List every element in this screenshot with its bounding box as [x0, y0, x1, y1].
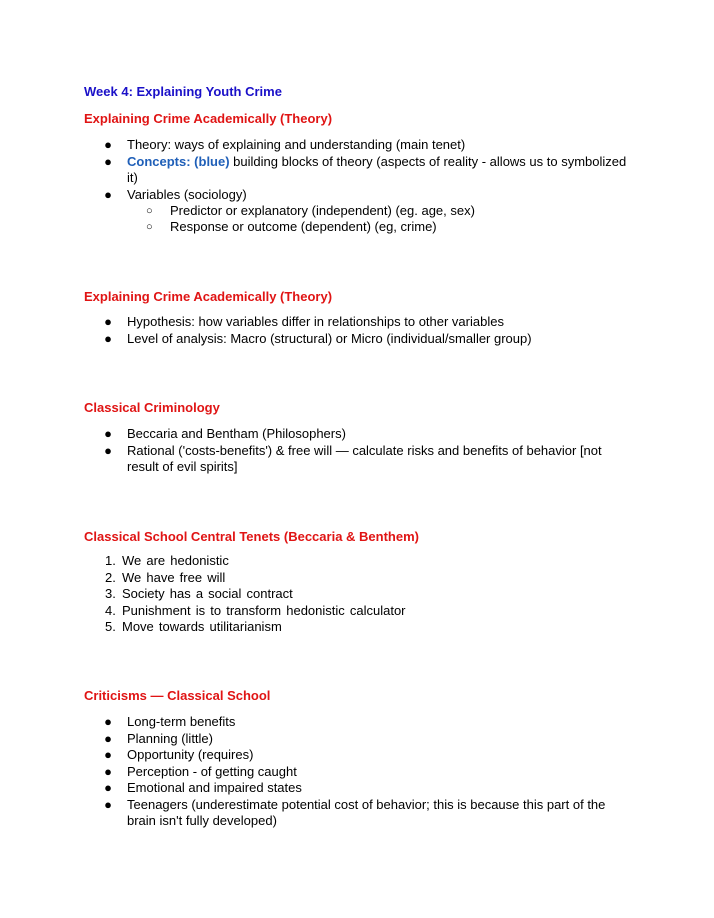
variables-sub-list — [0, 203, 475, 235]
theory-bullet-list — [0, 137, 637, 203]
list-number: 2. — [105, 569, 116, 585]
section-heading-theory: Explaining Crime Academically (Theory) — [84, 111, 333, 126]
concepts-highlight: Concepts: (blue) — [127, 153, 230, 169]
bullet-icon: ● — [104, 442, 112, 458]
list-item-text: Long-term benefits — [127, 714, 236, 729]
bullet-icon: ● — [104, 714, 112, 729]
numbered-item-text: Punishment is to transform hedonistic calculator — [122, 602, 406, 618]
bullet-icon: ● — [104, 137, 112, 152]
list-item-text: Rational ('costs-benefits') & free will — calculate risks and benefits of behavior [not result of evil spirits] — [127, 442, 602, 474]
list-item — [0, 154, 637, 187]
list-item-text: Emotional and impaired states — [127, 780, 302, 795]
list-item-text: Opportunity (requires) — [127, 747, 254, 762]
numbered-item-text: Society has a social contract — [122, 586, 293, 601]
numbered-list-item — [0, 586, 406, 603]
bullet-icon: ● — [104, 730, 112, 746]
bullet-icon: ● — [104, 153, 112, 169]
list-item — [0, 747, 637, 764]
bullet-icon: ● — [104, 186, 112, 202]
circle-bullet-icon: ○ — [146, 221, 153, 233]
list-item-text: Hypothesis: how variables differ in relationships to other variables — [127, 314, 504, 329]
list-item — [0, 443, 637, 476]
numbered-item-text: We have free will — [122, 569, 226, 585]
list-item-text: Beccaria and Bentham (Philosophers) — [127, 426, 346, 441]
bullet-icon: ● — [104, 763, 112, 779]
numbered-list-item — [0, 603, 406, 620]
list-item-text: Perception - of getting caught — [127, 763, 297, 779]
list-item-text: building blocks of theory (aspects of reality - allows us to symbolized it) — [127, 153, 627, 185]
bullet-icon: ● — [104, 330, 112, 346]
section-heading-central-tenets: Classical School Central Tenets (Beccaria & Benthem) — [84, 529, 419, 544]
list-item-text: Theory: ways of explaining and understanding (main tenet) — [127, 137, 466, 152]
document-title: Week 4: Explaining Youth Crime — [84, 84, 282, 99]
bullet-icon: ● — [104, 314, 112, 329]
list-item — [0, 731, 637, 748]
list-item — [0, 426, 637, 443]
section-heading-classical-criminology: Classical Criminology — [84, 400, 220, 415]
list-item-text: Variables (sociology) — [127, 186, 247, 202]
numbered-list-item — [0, 570, 406, 587]
sub-list-item — [0, 203, 475, 219]
sub-list-item-text: Response or outcome (dependent) (eg, crime) — [170, 219, 437, 234]
bullet-icon: ● — [104, 747, 112, 762]
list-item-text: Teenagers (underestimate potential cost of behavior; this is because this part of the brain isn't fully developed) — [127, 796, 606, 828]
list-number: 5. — [105, 619, 116, 634]
list-item — [0, 331, 637, 348]
central-tenets-numbered-list — [0, 553, 406, 636]
sub-list-item — [0, 219, 475, 235]
circle-bullet-icon: ○ — [146, 205, 153, 217]
hypothesis-bullet-list — [0, 314, 637, 347]
classical-criminology-list — [0, 426, 637, 476]
list-item — [0, 314, 637, 331]
list-number: 1. — [105, 553, 116, 568]
list-item — [0, 714, 637, 731]
list-item — [0, 797, 637, 830]
list-item — [0, 187, 637, 204]
list-item — [0, 780, 637, 797]
section-heading-theory-2: Explaining Crime Academically (Theory) — [84, 289, 333, 304]
list-number: 3. — [105, 586, 116, 601]
list-number: 4. — [105, 602, 116, 618]
criticisms-bullet-list — [0, 714, 637, 830]
numbered-item-text: Move towards utilitarianism — [122, 619, 282, 634]
bullet-icon: ● — [104, 426, 112, 441]
numbered-list-item — [0, 619, 406, 636]
sub-list-item-text: Predictor or explanatory (independent) (eg. age, sex) — [170, 203, 475, 218]
numbered-item-text: We are hedonistic — [122, 553, 229, 568]
numbered-list-item — [0, 553, 406, 570]
list-item-text: Level of analysis: Macro (structural) or Micro (individual/smaller group) — [127, 330, 532, 346]
bullet-icon: ● — [104, 780, 112, 795]
list-item — [0, 764, 637, 781]
list-item-text: Planning (little) — [127, 730, 213, 746]
bullet-icon: ● — [104, 796, 112, 812]
section-heading-criticisms: Criticisms — Classical School — [84, 688, 271, 703]
list-item — [0, 137, 637, 154]
